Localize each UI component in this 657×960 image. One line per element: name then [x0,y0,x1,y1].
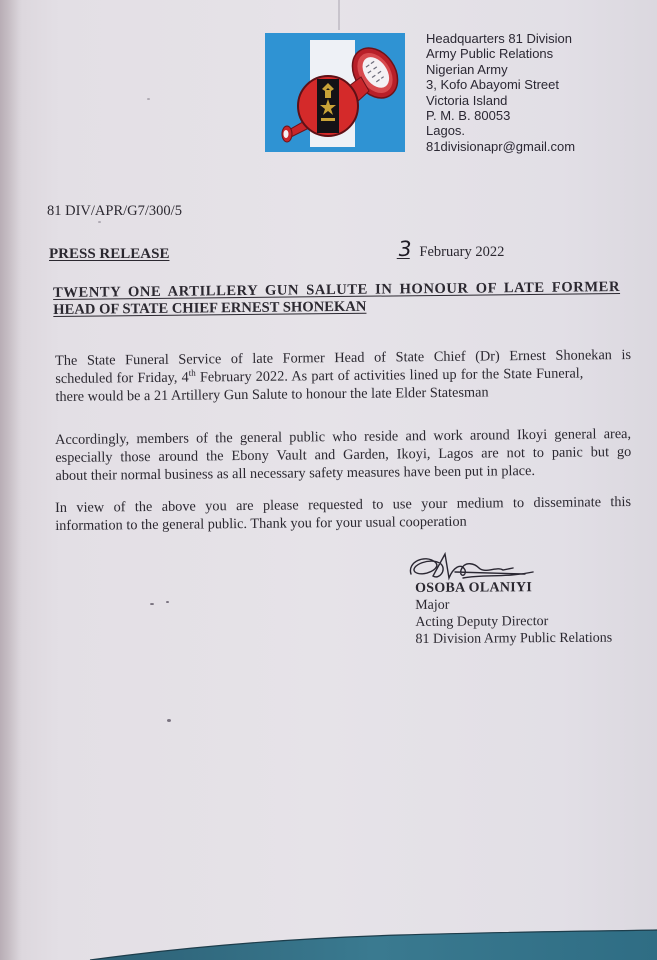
date-month-year: February 2022 [419,244,505,260]
signatory-name: OSOBA OLANIYI [415,580,533,596]
letterhead-line: 3, Kofo Abayomi Street [426,77,559,93]
letterhead-line: Victoria Island [426,92,508,108]
p3-line-1: In view of the above you are please requested to use your medium to disseminate this [55,493,632,516]
p3-line-2: information to the general public. Thank you for your usual cooperation [55,513,467,534]
letterhead-email: 81divisionapr@gmail.com [426,138,576,154]
letterhead-line: Headquarters 81 Division [426,31,572,46]
signatory-title: Acting Deputy Director [415,614,549,630]
p1-line-1: The State Funeral Service of late Former Head of State Chief (Dr) Ernest Shonekan is [55,346,632,369]
letterhead-line: P. M. B. 80053 [426,108,511,124]
letterhead-line: Army Public Relations [426,46,554,62]
p2-line-2: especially those around the Ebony Vault and Garden, Ikoyi, Lagos are not to panic but go [55,443,632,466]
letterhead-line: Nigerian Army [426,61,508,77]
ordinal-suffix: th [188,367,196,378]
letterhead-line: Lagos. [426,123,466,139]
p1-line-2a: scheduled for Friday, 4 [55,369,189,387]
title-line-2: HEAD OF STATE CHIEF ERNEST SHONEKAN [53,298,367,318]
press-release-label: PRESS RELEASE [49,246,170,262]
p2-line-3: about their normal business as all necessary safety measures have been put in place. [55,462,536,484]
p2-line-1: Accordingly, members of the general public who reside and work around Ikoyi general area, [55,425,632,448]
reference-number: 81 DIV/APR/G7/300/5 [47,203,182,219]
p1-line-2b: February 2022. As part of activities lined up for the State Funeral, [195,365,584,386]
p1-line-3: there would be a 21 Artillery Gun Salute to honour the late Elder Statesman [55,384,489,405]
handwritten-day: 3 [396,237,414,261]
signatory-unit: 81 Division Army Public Relations [415,630,613,647]
signatory-rank: Major [415,597,450,613]
title-line-1: TWENTY ONE ARTILLERY GUN SALUTE IN HONOUR OF LATE FORMER [53,279,621,301]
